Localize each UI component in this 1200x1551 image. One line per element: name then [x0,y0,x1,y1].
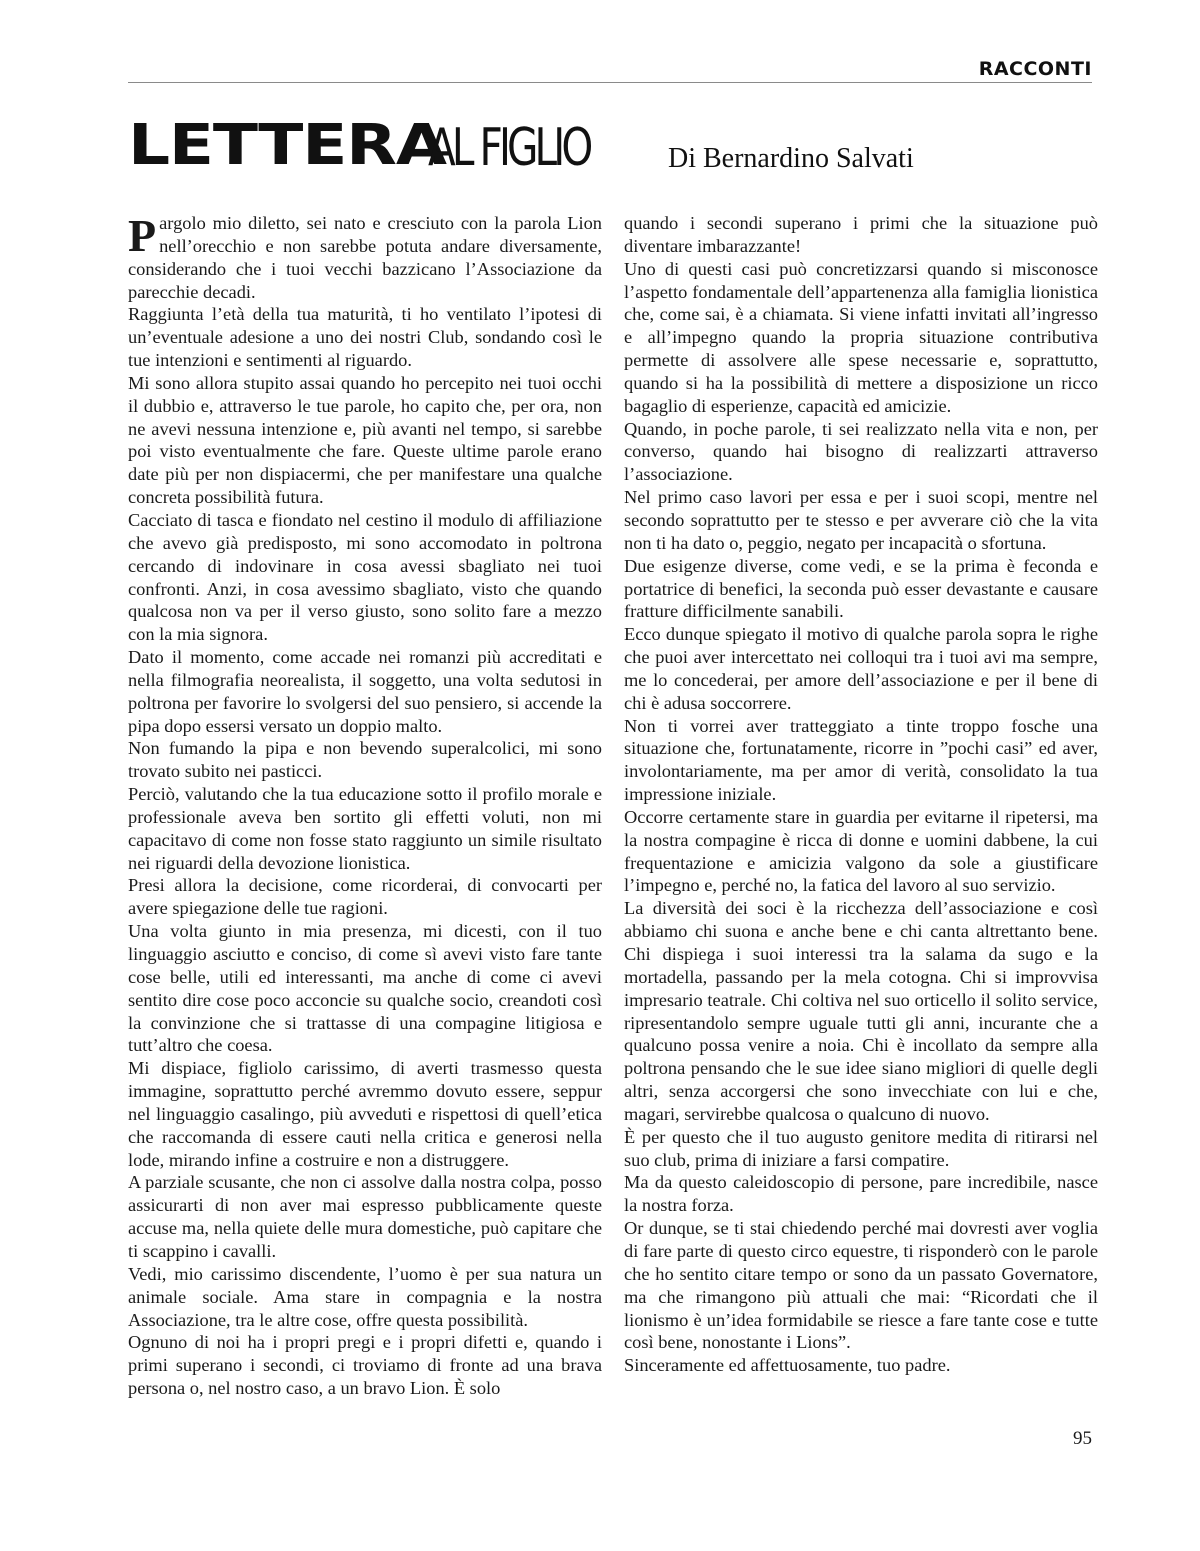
paragraph-1 [128,212,602,303]
paragraph: Mi dispiace, figliolo carissimo, di averti trasmesso questa immagine, soprattutto perché avremmo dovuto essere, seppur nel linguaggio casalingo, più avveduti e rispettosi di quell’etica che raccomanda di essere cauti nella critica e generosi nella lode, mirando infine a costruire e non a distruggere. [128,1058,602,1170]
title-bold: LETTERA [128,113,446,178]
page-number: 95 [1073,1428,1092,1449]
paragraph: Quando, in poche parole, ti sei realizzato nella vita e non, per converso, quando hai bisogno di realizzarti attraverso l’associazione. [624,418,1098,485]
paragraph: Due esigenze diverse, come vedi, e se la prima è feconda e portatrice di benefici, la seconda può esser devastante e causare fratture difficilmente sanabili. [624,555,1098,622]
paragraph: Non ti vorrei aver tratteggiato a tinte troppo fosche una situazione che, fortunatamente, ricorre in ”pochi casi” ed aver, involontariamente, ma per amor di verità, consolidato la tua impressione iniziale. [624,715,1098,805]
paragraph: Raggiunta l’età della tua maturità, ti ho ventilato l’ipotesi di un’eventuale adesione a uno dei nostri Club, sondando così le tue intenzioni e sentimenti al riguardo. [128,304,602,371]
article-column-left [128,212,602,1400]
paragraph: Vedi, mio carissimo discendente, l’uomo è per sua natura un animale sociale. Ama stare in compagnia e la nostra Associazione, tra le altre cose, offre questa possibilità. [128,1263,602,1330]
drop-cap: P [128,210,157,261]
header-rule [128,82,1092,83]
paragraph: quando i secondi superano i primi che la situazione può diventare imbarazzante! [624,213,1098,256]
paragraph: Non fumando la pipa e non bevendo superalcolici, mi sono trovato subito nei pasticci. [128,738,602,782]
paragraph: Sinceramente ed affettuosamente, tuo padre. [624,1355,951,1376]
paragraph: Uno di questi casi può concretizzarsi quando si misconosce l’aspetto fondamentale dell’appartenenza alla famiglia lionistica che, come sai, è a chiamata. Si viene infatti invitati all’ingresso e all’impegno quando la propria situazione contributiva permette di assolvere alle spese necessarie e, soprattutto, quando si ha la possibilità di mettere a disposizione un ricco bagaglio di esperienze, capacità ed amicizie. [624,258,1098,416]
paragraph: Mi sono allora stupito assai quando ho percepito nei tuoi occhi il dubbio e, attraverso le tue parole, ho capito che, per ora, non ne avevi nessuna intenzione e, più avanti nel tempo, si sarebbe poi visto eventualmente che fare. Queste ultime parole erano date più per non dispiacermi, che per manifestare una qualche concreta possibilità futura. [128,372,602,508]
article-byline: Di Bernardino Salvati [668,143,914,174]
paragraph: Perciò, valutando che la tua educazione sotto il profilo morale e professionale aveva ben sortito gli effetti voluti, non mi capacitavo di come non fosse stato raggiunto un simile risultato nei riguardi della devozione lionistica. [128,784,602,873]
article-title [128,113,914,178]
paragraph: Ecco dunque spiegato il motivo di qualche parola sopra le righe che puoi aver intercettato nei colloqui tra i tuoi avi ma sempre, me lo concederai, per amore dell’associazione e per il bene di chi è adusa soccorrere. [624,624,1098,713]
paragraph: Una volta giunto in mia presenza, mi dicesti, con il tuo linguaggio asciutto e conciso, di come sì avevi visto fare tante cose belle, utili ed interessanti, ma anche di come ci avevi sentito dire cose poco acconcie su qualche socio, creandoti così la convinzione che si trattasse di una compagine litigiosa e tutt’altro che coesa. [128,921,602,1056]
article-column-right [624,212,1098,1377]
paragraph: Or dunque, se ti stai chiedendo perché mai dovresti aver voglia di fare parte di questo circo equestre, ti risponderò con le parole che ho sentito citare tempo or sono da un passato Governatore, ma che rimangono più attuali che mai: “Ricordati che il lionismo è un’idea formidabile se riesce a fare tante cose e tutte così bene, nonostante i Lions”. [624,1218,1098,1353]
paragraph: Ma da questo caleidoscopio di persone, pare incredibile, nasce la nostra forza. [624,1172,1098,1216]
paragraph: Occorre certamente stare in guardia per evitarne il ripetersi, ma la nostra compagine è ricca di donne e uomini dabbene, la cui frequentazione e amicizia valgono da sole a giustificare l’impegno e, perché no, la fatica del lavoro al suo servizio. [624,806,1098,896]
paragraph: Cacciato di tasca e fiondato nel cestino il modulo di affiliazione che avevo già predisposto, mi sono accomodato in poltrona cercando di indovinare in cosa avessi sbagliato nei tuoi confronti. Anzi, in cosa avessimo sbagliato, visto che quando qualcosa non va per il verso giusto, sono solito fare a mezzo con la mia signora. [128,509,602,645]
paragraph: Ognuno di noi ha i propri pregi e i propri difetti e, quando i primi superano i secondi, ci troviamo di fronte ad una brava persona o, nel nostro caso, a un bravo Lion. È solo [128,1332,602,1399]
paragraph: A parziale scusante, che non ci assolve dalla nostra colpa, posso assicurarti di non aver mai espresso pubblicamente queste accuse ma, nella quiete delle mura domestiche, può capitare che ti scappino i cavalli. [128,1172,602,1261]
title-light: AL FIGLIO [428,118,590,178]
section-label: RACCONTI [978,58,1092,80]
paragraph: Dato il momento, come accade nei romanzi più accreditati e nella filmografia neorealista, il soggetto, una volta sedutosi in poltrona per favorire lo svolgersi del suo pensiero, si accende la pipa dopo essersi versato un doppio malto. [128,647,602,736]
paragraph-1-text: argolo mio diletto, sei nato e cresciuto con la parola Lion nell’orecchio e non sarebbe potuta andare diversamente, considerando che i tuoi vecchi bazzicano l’Associazione da parecchie decadi. [128,213,602,302]
paragraph: Nel primo caso lavori per essa e per i suoi scopi, mentre nel secondo soprattutto per te stesso e per avverare ciò che la vita non ti ha dato o, peggio, negato per incapacità o sfortuna. [624,487,1098,553]
paragraph: Presi allora la decisione, come ricorderai, di convocarti per avere spiegazione delle tue ragioni. [128,875,602,919]
paragraph: La diversità dei soci è la ricchezza dell’associazione e così abbiamo chi suona e anche bene e chi canta altrettanto bene. Chi dispiega i suoi interessi tra la salama da sugo e la mortadella, passando per la mela cotogna. Chi si improvvisa impresario teatrale. Chi coltiva nel suo orticello il solito service, ripresentandolo sempre uguale tutti gli anni, incurante che a qualcuno possa venire a noia. Chi è incollato da sempre alla poltrona pensando che le sue idee siano migliori di quelle degli altri, senza accorgersi che sono invecchiate con lui e che, magari, servirebbe qualcosa o qualcuno di nuovo. [624,898,1098,1124]
paragraph: È per questo che il tuo augusto genitore medita di ritirarsi nel suo club, prima di iniziare a farsi compatire. [624,1126,1098,1170]
